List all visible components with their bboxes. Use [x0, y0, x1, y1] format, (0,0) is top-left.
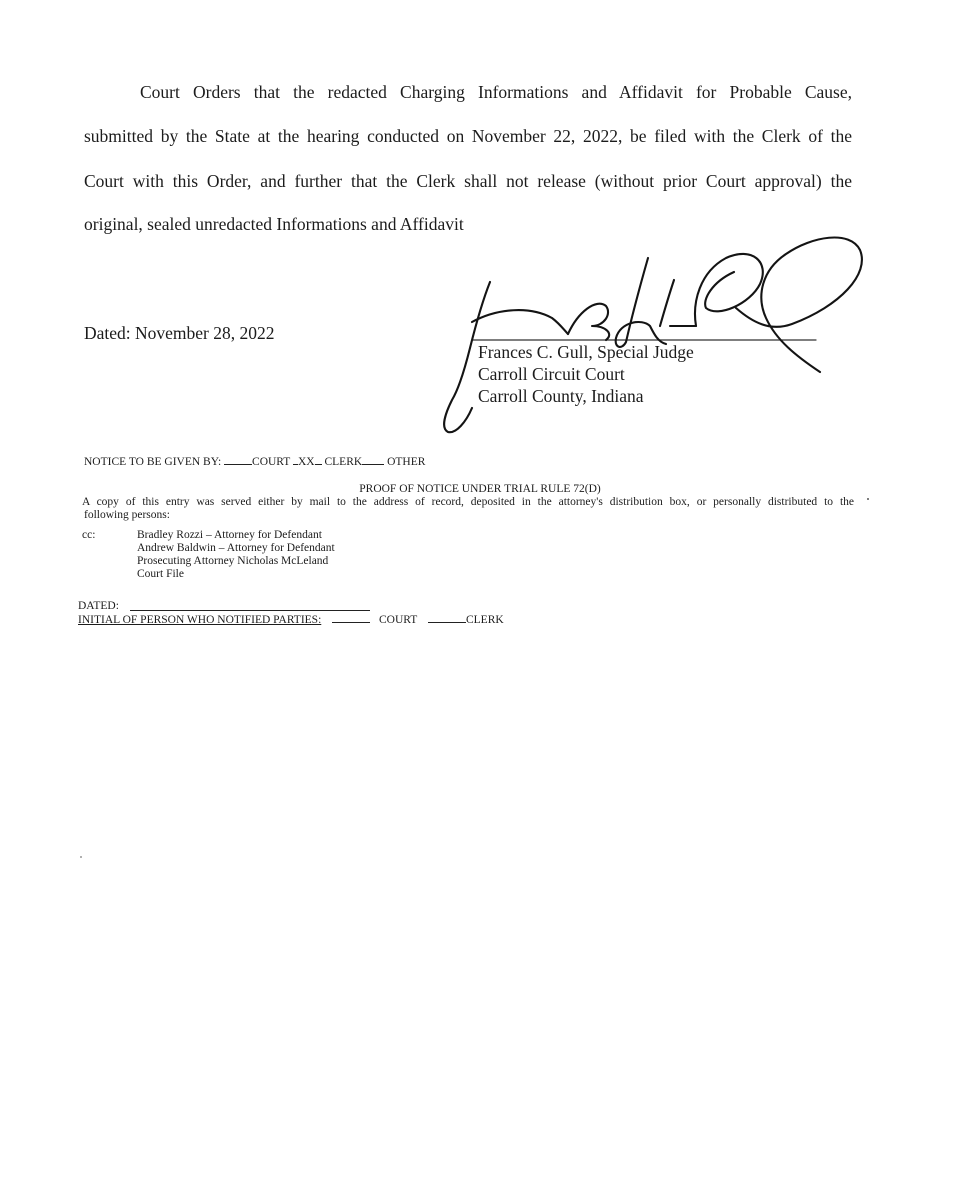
handwritten-signature — [400, 222, 880, 438]
proof-of-notice-text — [82, 496, 854, 522]
cc-item: Andrew Baldwin – Attorney for Defendant — [137, 542, 335, 554]
proof-of-notice-title: PROOF OF NOTICE UNDER TRIAL RULE 72(D) — [359, 483, 601, 495]
order-date: Dated: November 28, 2022 — [84, 323, 275, 343]
scan-speck — [80, 856, 82, 858]
notice-label: NOTICE TO BE GIVEN BY: — [84, 456, 222, 468]
proof-text-line-2: following persons: — [84, 509, 170, 521]
court-name: Carroll Circuit Court — [478, 364, 625, 384]
county-name: Carroll County, Indiana — [478, 386, 644, 406]
footer-dated: DATED: — [78, 600, 119, 612]
order-line-2: submitted by the State at the hearing conducted on November 22, 2022, be filed with the Clerk of the — [84, 126, 852, 146]
cc-item: Prosecuting Attorney Nicholas McLeland — [137, 555, 329, 567]
cc-item: Court File — [137, 568, 184, 580]
cc-list — [137, 529, 335, 581]
order-line-4: original, sealed unredacted Informations and Affidavit — [84, 214, 464, 234]
notice-court: COURT — [252, 456, 291, 468]
cc-item: Bradley Rozzi – Attorney for Defendant — [137, 529, 322, 541]
initial-row — [78, 613, 504, 627]
scan-speck — [867, 498, 869, 500]
notice-other: OTHER — [387, 456, 426, 468]
order-line-3: Court with this Order, and further that the Clerk shall not release (without prior Court approval) the — [84, 171, 852, 191]
initial-label: INITIAL OF PERSON WHO NOTIFIED PARTIES: — [78, 614, 322, 626]
order-line-1: Court Orders that the redacted Charging Informations and Affidavit for Probable Cause, — [140, 82, 852, 102]
notice-clerk: CLERK — [324, 456, 363, 468]
footer-clerk: CLERK — [465, 614, 504, 626]
dated-blank-line — [130, 610, 370, 611]
footer-court: COURT — [379, 614, 418, 626]
notice-marker: XX — [297, 456, 315, 468]
notice-given-by — [84, 455, 425, 469]
proof-text-line-1: A copy of this entry was served either by mail to the address of record, deposited in the attorney's distribution box, or personally distributed to the — [82, 496, 854, 508]
cc-label: cc: — [82, 529, 96, 541]
judge-name: Frances C. Gull, Special Judge — [478, 342, 694, 362]
